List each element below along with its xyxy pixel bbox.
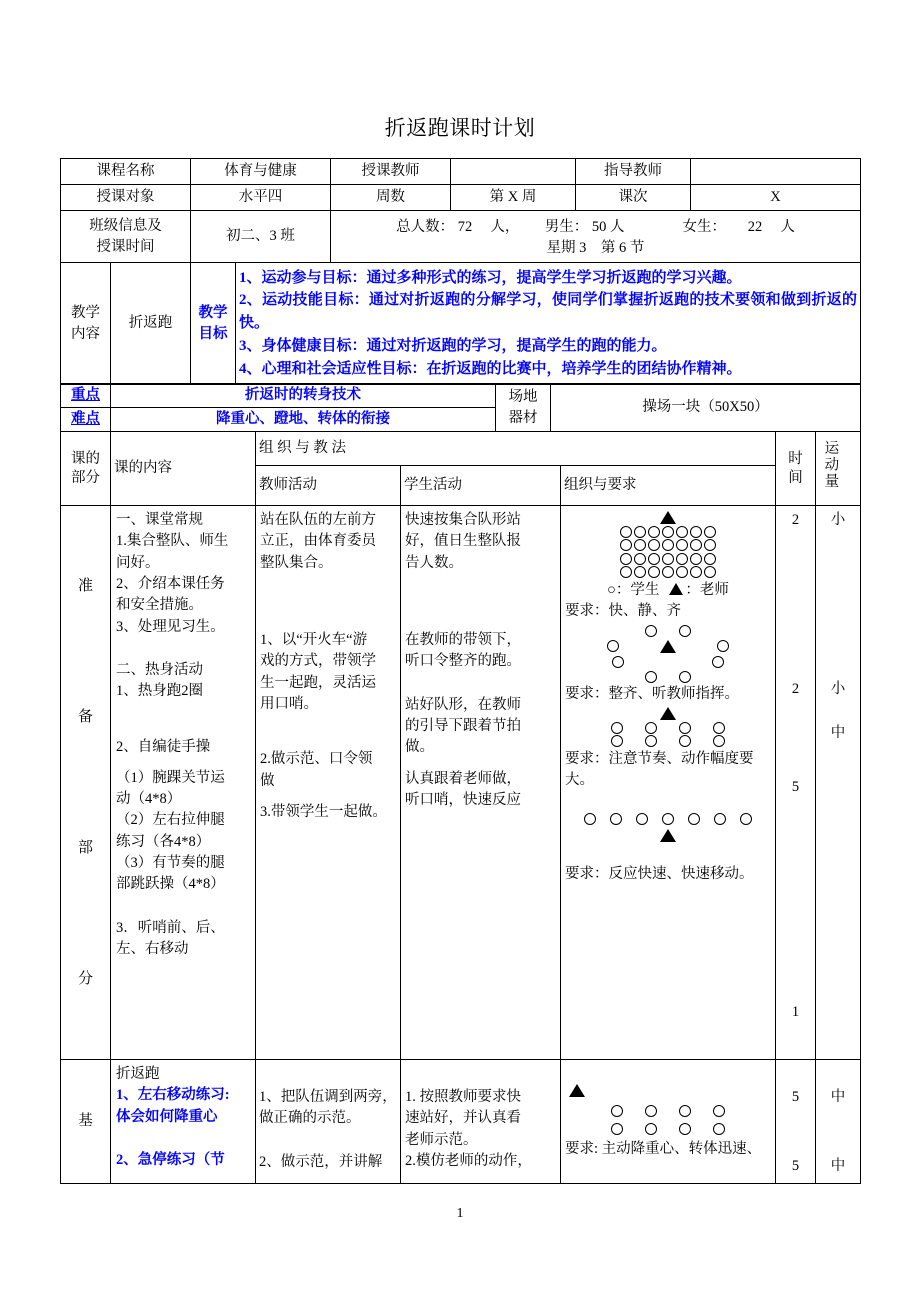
objective-item: 2、运动技能目标：通过对折返跑的分解学习，使同学们掌握折返跑的技术要领和做到折返的快。 — [239, 292, 857, 332]
student-circle-icon — [648, 566, 660, 578]
time-head-line1: 时 — [788, 451, 803, 468]
table-row — [61, 185, 861, 211]
objective-item: 3、身体健康目标：通过对折返跑的学习，提高学生的跑的能力。 — [239, 337, 667, 354]
student-circle-icon — [611, 1123, 623, 1135]
time-head-line2: 间 — [788, 469, 803, 486]
col-head-teacher-activity: 教师活动 — [256, 466, 401, 506]
student-circle-icon — [634, 553, 646, 565]
cell-load-basic — [816, 1060, 861, 1184]
load-value: 中 — [830, 1158, 846, 1175]
student-circle-icon — [645, 671, 657, 683]
student-line: 在教师的带领下， — [405, 631, 521, 648]
student-circle-icon — [607, 640, 619, 652]
formation-row — [565, 625, 771, 637]
requirement-text: 要求：反应快速、快速移动。 — [565, 865, 754, 882]
col-head-part — [61, 432, 111, 506]
teacher-triangle-icon — [569, 1084, 585, 1097]
content-line: 折返跑 — [116, 1066, 160, 1082]
student-circle-icon — [612, 656, 624, 668]
content-label — [61, 263, 111, 385]
col-head-time — [776, 432, 816, 506]
student-circle-icon — [645, 1123, 657, 1135]
formation-diagram-block — [565, 707, 771, 747]
key-points-table — [60, 383, 861, 432]
class-value: 初二、3 班 — [191, 211, 331, 263]
student-line: 听口令整齐的跑。 — [405, 653, 521, 670]
student-circle-icon — [713, 722, 725, 734]
content-value: 折返跑 — [111, 263, 191, 385]
content-line: 动（4*8） — [116, 791, 182, 808]
requirement-text: 要求：快、静、齐 — [565, 602, 681, 619]
prep-label-char: 部 — [77, 840, 93, 857]
formation-row — [565, 553, 771, 565]
student-circle-icon — [634, 566, 646, 578]
requirement-text: 要求: 主动降重心、转体迅速、 — [565, 1140, 762, 1157]
teacher-triangle-icon — [669, 583, 683, 595]
teacher-label: 授课教师 — [331, 159, 451, 185]
cell-student-activity-basic — [401, 1060, 561, 1184]
student-line: 快速按集合队形站 — [405, 512, 521, 528]
formation-row — [565, 1084, 771, 1101]
student-circle-icon — [704, 566, 716, 578]
student-circle-icon — [713, 1105, 725, 1117]
teacher-triangle-icon — [660, 707, 676, 720]
teacher-triangle-icon — [660, 640, 676, 653]
cell-load — [816, 506, 861, 1060]
content-line-blue: 1、左右移动练习: — [116, 1087, 230, 1104]
formation-row — [565, 707, 771, 720]
student-circle-icon — [645, 722, 657, 734]
student-line: 告人数。 — [405, 554, 463, 571]
prep-label-char: 分 — [77, 971, 93, 988]
meta-info-table — [60, 158, 861, 263]
content-line: 3、处理见习生。 — [116, 618, 225, 635]
formation-row — [565, 735, 771, 747]
venue-value: 操场一块（50X50） — [551, 384, 861, 432]
student-line: 速站好，并认真看 — [405, 1110, 521, 1127]
student-circle-icon — [712, 656, 724, 668]
student-circle-icon — [634, 539, 646, 551]
col-head-student-activity: 学生活动 — [401, 466, 561, 506]
student-line: 老师示范。 — [405, 1131, 478, 1148]
content-line: 1、热身跑2圈 — [116, 683, 203, 700]
weeks-value: 第 X 周 — [451, 185, 576, 211]
content-line: （1）腕踝关节运 — [116, 769, 225, 786]
student-circle-icon — [648, 526, 660, 538]
objectives-list — [236, 263, 861, 385]
difficulty-value: 降重心、蹬地、转体的衔接 — [111, 408, 496, 432]
cell-time-basic — [776, 1060, 816, 1184]
advisor-value — [691, 159, 861, 185]
cell-org-requirement — [561, 506, 776, 1060]
student-circle-icon — [620, 553, 632, 565]
content-line: 问好。 — [116, 554, 160, 571]
student-circle-icon — [645, 735, 657, 747]
teacher-line: 做正确的示范。 — [259, 1110, 361, 1127]
table-row — [61, 384, 861, 408]
class-detail-line1: 总人数： 72 人， 男生： 50 人 女生： 22 人 — [396, 218, 795, 235]
content-line: 练习（各4*8） — [116, 833, 211, 850]
formation-row — [565, 813, 771, 825]
difficulty-label: 难点 — [61, 408, 111, 432]
legend-circle-symbol: ○： — [607, 581, 631, 598]
time-value: 5 — [791, 1158, 800, 1175]
teacher-line: 用口哨。 — [260, 695, 318, 712]
legend-teacher-colon: ： — [685, 581, 700, 598]
teacher-line: 立正，由体育委员 — [260, 533, 376, 550]
time-value: 5 — [791, 778, 800, 795]
time-value: 1 — [791, 1003, 800, 1020]
student-line: 的引导下跟着节拍 — [405, 717, 521, 734]
student-line: 好，值日生整队报 — [405, 533, 521, 550]
student-circle-icon — [679, 735, 691, 747]
requirement-text: 要求：整齐、听教师指挥。 — [565, 686, 739, 703]
cell-student-activity — [401, 506, 561, 1060]
session-value: X — [691, 185, 861, 211]
formation-diagram-block — [565, 813, 771, 842]
formation-row — [565, 722, 771, 734]
time-value: 2 — [791, 512, 800, 528]
objective-item: 4、心理和社会适应性目标：在折返跑的比赛中，培养学生的团结协作精神。 — [239, 360, 742, 377]
prep-label-char: 准 — [77, 577, 93, 594]
formation-row — [565, 511, 771, 524]
table-row-preparation — [61, 506, 861, 1060]
student-circle-icon — [690, 566, 702, 578]
student-circle-icon — [662, 526, 674, 538]
student-line: 做。 — [405, 739, 434, 756]
course-name-label: 课程名称 — [61, 159, 191, 185]
student-circle-icon — [610, 813, 622, 825]
formation-row — [565, 671, 771, 683]
content-line: 1.集合整队、师生 — [116, 533, 229, 550]
formation-row — [565, 640, 771, 653]
student-circle-icon — [611, 1105, 623, 1117]
content-line: 3．听哨前、后、 — [116, 919, 225, 936]
teacher-line: 做 — [260, 772, 275, 789]
teacher-line: 1、以“开火车“游 — [260, 631, 368, 648]
student-circle-icon — [676, 566, 688, 578]
table-row — [61, 159, 861, 185]
teacher-line: 整队集合。 — [260, 554, 333, 571]
student-circle-icon — [679, 1123, 691, 1135]
teaching-objectives-table — [60, 262, 861, 385]
legend-teacher-text: 老师 — [699, 581, 729, 598]
student-circle-icon — [714, 813, 726, 825]
audience-label: 授课对象 — [61, 185, 191, 211]
student-circle-icon — [662, 813, 674, 825]
student-circle-icon — [645, 1105, 657, 1117]
student-circle-icon — [634, 526, 646, 538]
cell-org-requirement-basic — [561, 1060, 776, 1184]
table-header-row — [61, 432, 861, 466]
audience-value: 水平四 — [191, 185, 331, 211]
student-circle-icon — [611, 735, 623, 747]
cell-teacher-activity-basic — [256, 1060, 401, 1184]
venue-label-line1: 场地 — [508, 388, 538, 405]
cell-teacher-activity — [256, 506, 401, 1060]
class-detail — [331, 211, 861, 263]
content-line: 和安全措施。 — [116, 597, 203, 614]
student-circle-icon — [679, 625, 691, 637]
section-label-preparation — [61, 506, 111, 1060]
content-line: 二、热身活动 — [116, 661, 203, 678]
student-circle-icon — [704, 553, 716, 565]
student-circle-icon — [620, 526, 632, 538]
lesson-body-table — [60, 431, 861, 1184]
student-line: 认真跟着老师做， — [405, 770, 521, 787]
formation-diagram-block — [565, 511, 771, 578]
col-head-org-method: 组 织 与 教 法 — [256, 432, 776, 466]
student-circle-icon — [620, 566, 632, 578]
student-line: 2.模仿老师的动作， — [405, 1152, 532, 1169]
part-head-line2: 部分 — [71, 469, 100, 486]
objective-item: 1、运动参与目标：通过多种形式的练习，提高学生学习折返跑的学习兴趣。 — [239, 269, 742, 286]
col-head-load — [816, 432, 861, 506]
student-circle-icon — [662, 539, 674, 551]
objective-label-line1: 教学 — [198, 304, 228, 321]
time-value: 5 — [791, 1089, 800, 1105]
content-label-line2: 内容 — [71, 325, 100, 342]
teacher-triangle-icon — [660, 829, 676, 842]
formation-row — [565, 1105, 771, 1117]
table-row — [61, 211, 861, 263]
advisor-label: 指导教师 — [576, 159, 691, 185]
formation-row — [565, 829, 771, 842]
venue-label — [496, 384, 551, 432]
content-line: 2、自编徒手操 — [116, 738, 211, 755]
load-head-text: 运动量 — [822, 440, 839, 490]
weeks-label: 周数 — [331, 185, 451, 211]
student-circle-icon — [636, 813, 648, 825]
student-circle-icon — [690, 553, 702, 565]
teacher-value — [451, 159, 576, 185]
content-line: 左、右移动 — [116, 941, 189, 957]
content-line: 一、课堂常规 — [116, 512, 203, 528]
teacher-line: 站在队伍的左前方 — [260, 512, 376, 528]
student-circle-icon — [620, 539, 632, 551]
objective-label-line2: 目标 — [198, 325, 228, 342]
key-point-value: 折返时的转身技术 — [111, 384, 496, 408]
class-info-label-line2: 授课时间 — [96, 238, 155, 255]
page-number: 1 — [456, 1206, 464, 1221]
student-circle-icon — [584, 813, 596, 825]
page-title: 折返跑课时计划 — [384, 116, 536, 140]
student-circle-icon — [740, 813, 752, 825]
student-circle-icon — [713, 1123, 725, 1135]
class-info-label-line1: 班级信息及 — [89, 217, 162, 234]
student-circle-icon — [648, 553, 660, 565]
student-circle-icon — [676, 553, 688, 565]
formation-row — [565, 566, 771, 578]
student-circle-icon — [676, 526, 688, 538]
student-circle-icon — [713, 735, 725, 747]
session-label: 课次 — [576, 185, 691, 211]
load-value: 中 — [830, 1089, 846, 1105]
content-line: 部跳跃操（4*8） — [116, 876, 225, 893]
col-head-lesson-content: 课的内容 — [111, 432, 256, 506]
student-line: 1. 按照教师要求快 — [405, 1089, 521, 1105]
content-line-blue: 2、急停练习（节 — [116, 1151, 225, 1168]
formation-diagram-block — [565, 625, 771, 683]
class-detail-line2: 星期 3 第 6 节 — [546, 239, 645, 256]
student-circle-icon — [645, 625, 657, 637]
class-info-label — [61, 211, 191, 263]
student-circle-icon — [690, 526, 702, 538]
formation-row — [565, 526, 771, 538]
formation-legend — [565, 580, 771, 601]
teacher-line: 戏的方式，带领学 — [260, 653, 376, 670]
content-label-line1: 教学 — [71, 304, 100, 321]
student-line: 听口哨，快速反应 — [405, 791, 521, 808]
student-circle-icon — [688, 813, 700, 825]
student-circle-icon — [648, 539, 660, 551]
student-circle-icon — [679, 722, 691, 734]
cell-time — [776, 506, 816, 1060]
teacher-triangle-icon — [660, 511, 676, 524]
formation-row — [565, 539, 771, 551]
formation-diagram-block — [565, 1084, 771, 1135]
student-circle-icon — [662, 553, 674, 565]
content-line: （3）有节奏的腿 — [116, 855, 225, 872]
formation-row — [565, 656, 771, 668]
student-circle-icon — [704, 539, 716, 551]
content-line-blue: 体会如何降重心 — [116, 1108, 218, 1125]
key-point-label: 重点 — [61, 384, 111, 408]
student-circle-icon — [679, 1105, 691, 1117]
prep-label-char: 备 — [77, 708, 93, 725]
teacher-line: 生一起跑，灵活运 — [260, 674, 376, 691]
student-circle-icon — [611, 722, 623, 734]
requirement-text: 要求：注意节奏、动作幅度要大。 — [565, 750, 754, 788]
time-value: 2 — [791, 681, 800, 698]
objective-label — [191, 263, 236, 385]
student-circle-icon — [679, 671, 691, 683]
student-circle-icon — [717, 640, 729, 652]
cell-lesson-content-basic — [111, 1060, 256, 1184]
content-line: 2、介绍本课任务 — [116, 575, 225, 592]
student-line: 站好队形，在教师 — [405, 696, 521, 713]
load-value: 小 — [830, 681, 846, 698]
formation-row — [565, 1123, 771, 1135]
cell-lesson-content — [111, 506, 256, 1060]
student-circle-icon — [704, 526, 716, 538]
student-circle-icon — [676, 539, 688, 551]
table-row-basic — [61, 1060, 861, 1184]
col-head-org-requirement: 组织与要求 — [561, 466, 776, 506]
venue-label-line2: 器材 — [508, 409, 538, 426]
teacher-line: 1、把队伍调到两旁， — [259, 1089, 397, 1105]
teacher-line: 2、做示范，并讲解 — [259, 1153, 383, 1170]
legend-student-text: 学生 — [630, 581, 660, 598]
table-row — [61, 263, 861, 385]
teacher-line: 3.带领学生一起做。 — [260, 803, 387, 820]
part-head-line1: 课的 — [71, 451, 100, 468]
content-line: （2）左右拉伸腿 — [116, 812, 225, 829]
teacher-line: 2.做示范、口令领 — [260, 751, 373, 768]
course-name-value: 体育与健康 — [191, 159, 331, 185]
load-value: 中 — [830, 724, 846, 741]
load-value: 小 — [830, 512, 846, 528]
section-label-basic: 基 — [61, 1060, 111, 1184]
student-circle-icon — [662, 566, 674, 578]
student-circle-icon — [690, 539, 702, 551]
